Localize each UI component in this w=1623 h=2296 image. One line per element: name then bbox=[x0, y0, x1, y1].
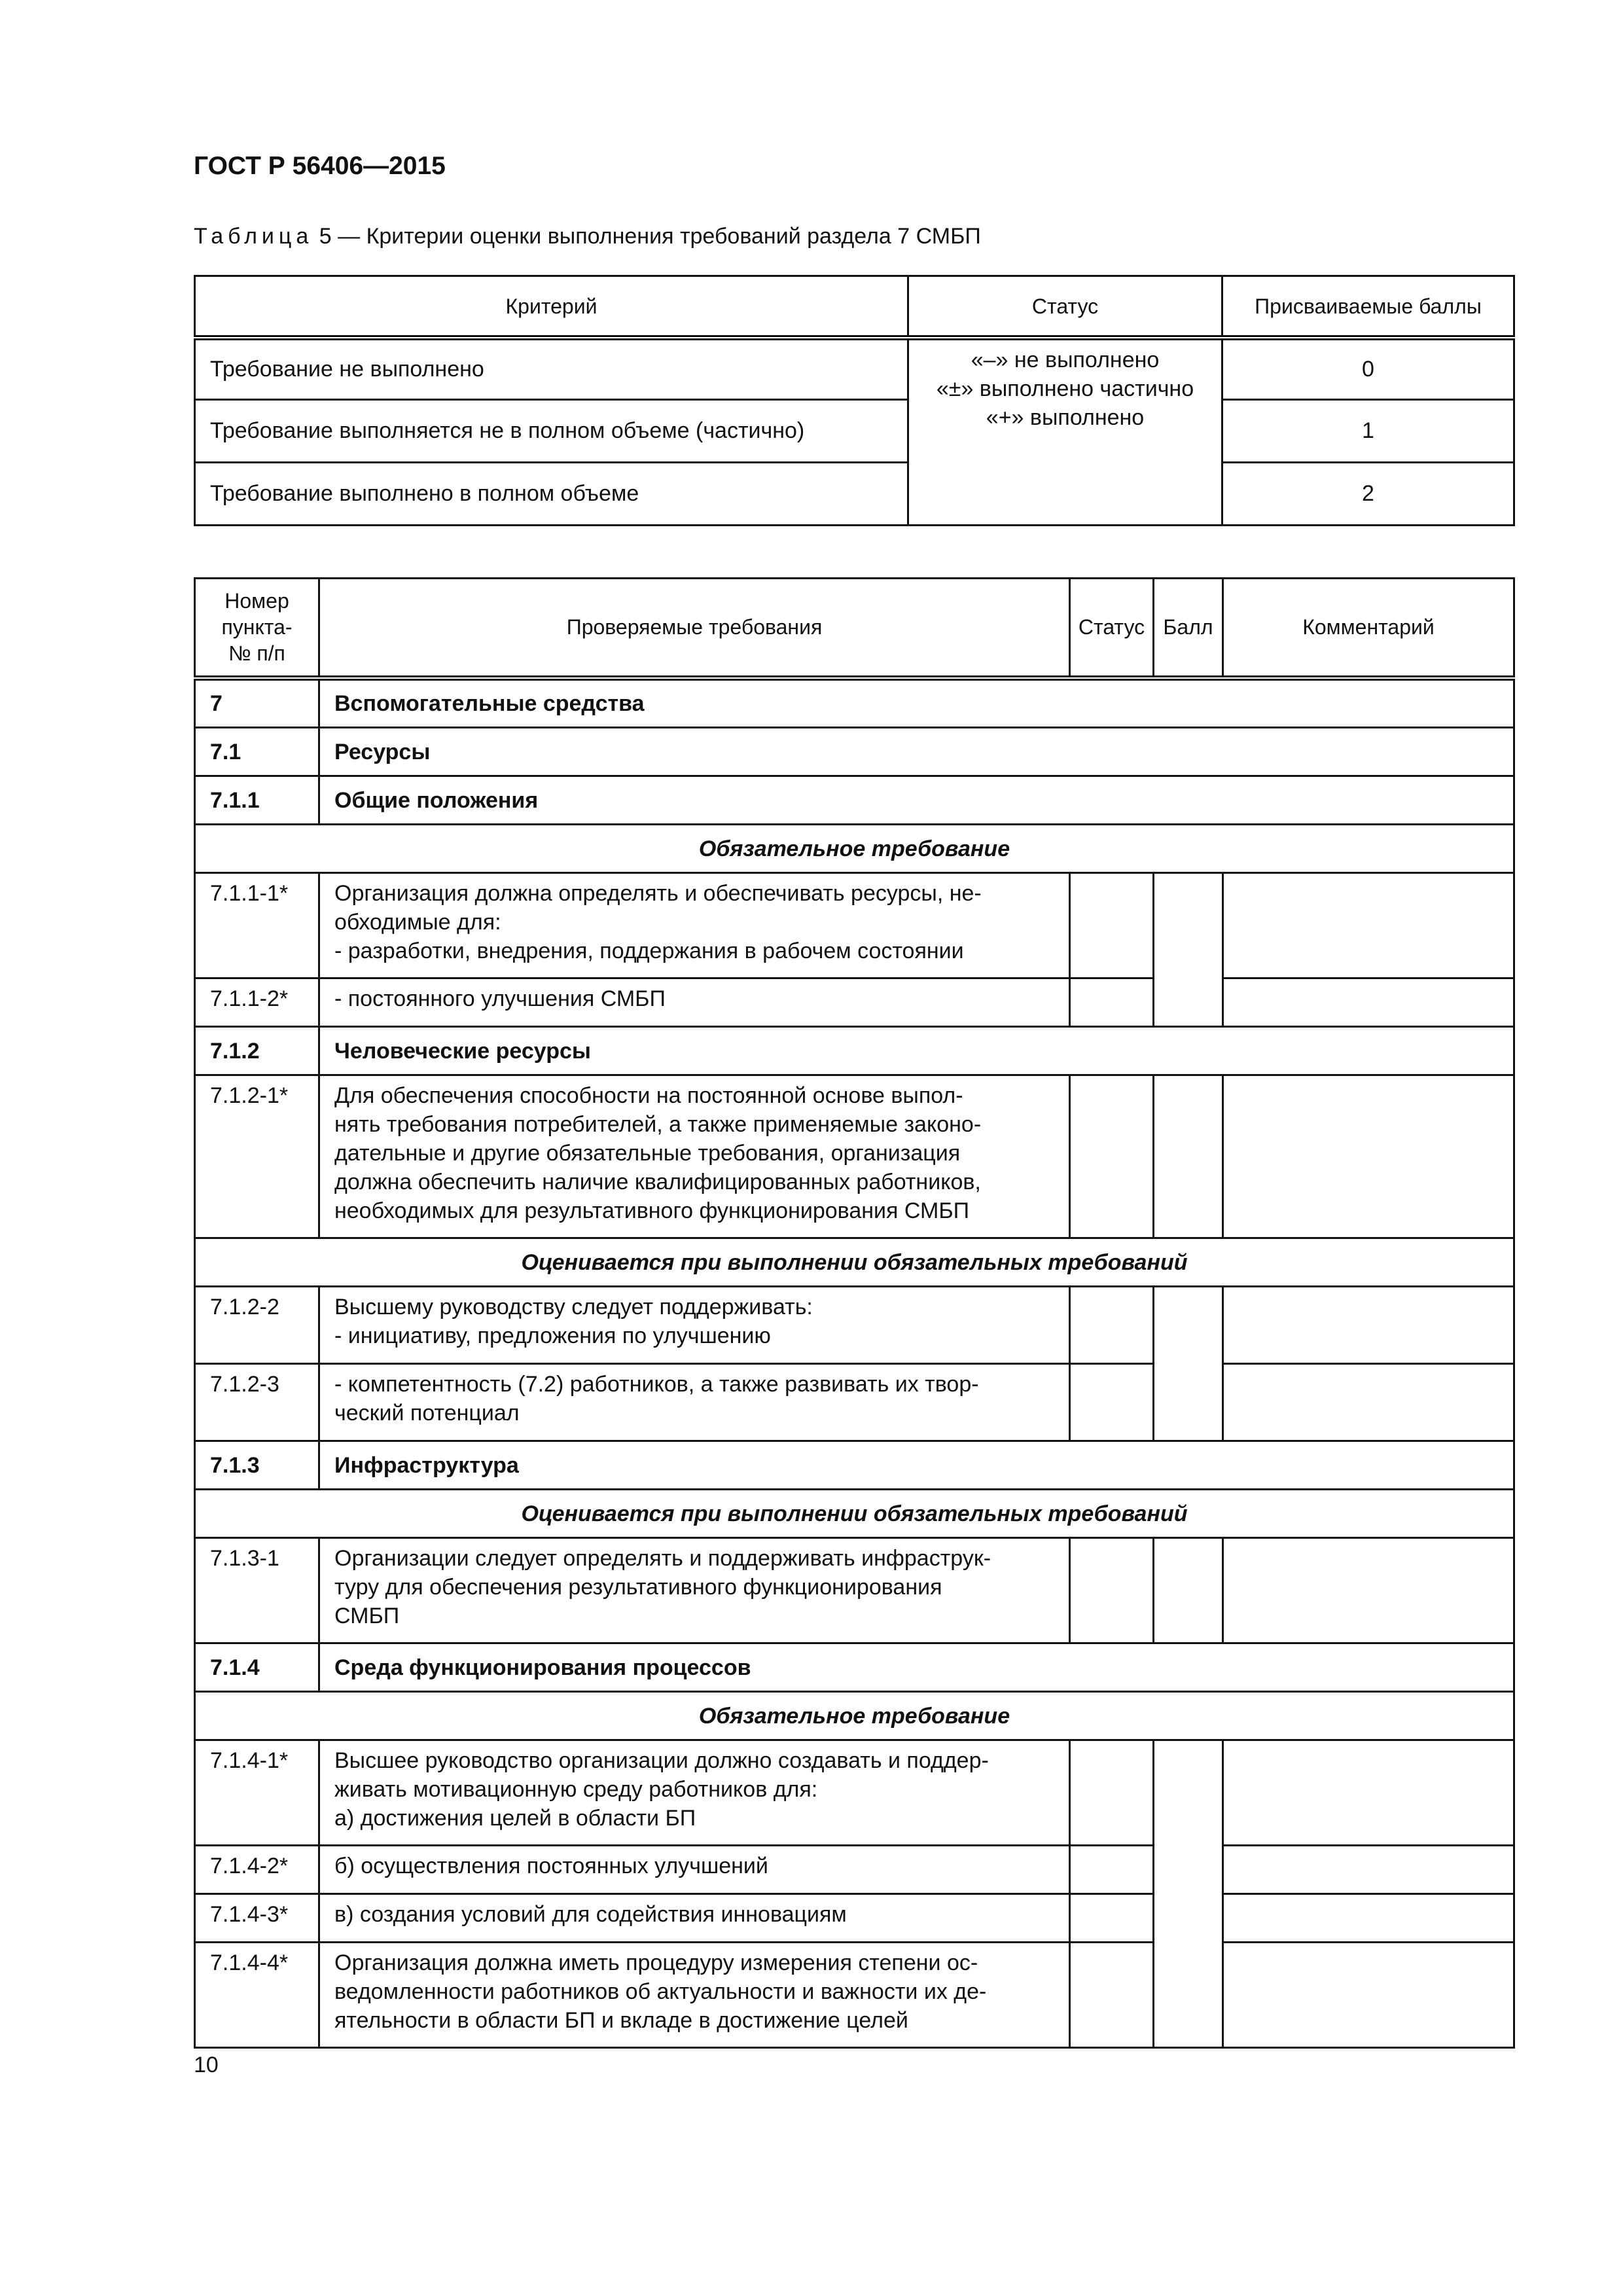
text-line: а) достижения целей в области БП bbox=[334, 1806, 696, 1831]
col-header-score: Присваиваемые баллы bbox=[1222, 276, 1514, 338]
item-number: 7.1.2-3 bbox=[195, 1364, 319, 1441]
section-title: Ресурсы bbox=[319, 728, 1514, 776]
comment-cell[interactable] bbox=[1223, 978, 1514, 1027]
criteria-table bbox=[194, 275, 1515, 526]
col-header-score: Балл bbox=[1154, 579, 1223, 678]
item-number: 7.1.4-1* bbox=[195, 1740, 319, 1846]
text-line: нять требования потребителей, а также применяемые законо- bbox=[334, 1112, 982, 1137]
comment-cell[interactable] bbox=[1223, 1364, 1514, 1441]
text-line: дательные и другие обязательные требования, организация bbox=[334, 1141, 961, 1166]
mandatory-label: Обязательное требование bbox=[195, 825, 1514, 873]
requirement-text bbox=[319, 1364, 1070, 1441]
comment-cell[interactable] bbox=[1223, 1740, 1514, 1846]
status-cell[interactable] bbox=[1070, 1538, 1154, 1643]
item-number: 7.1.1-2* bbox=[195, 978, 319, 1027]
requirement-text bbox=[319, 1943, 1070, 2048]
header-line: Номер bbox=[224, 589, 289, 613]
status-cell[interactable] bbox=[1070, 1364, 1154, 1441]
page-number: 10 bbox=[194, 2053, 219, 2077]
section-title: Вспомогательные средства bbox=[319, 678, 1514, 728]
text-line: ятельности в области БП и вкладе в достижение целей bbox=[334, 2008, 908, 2033]
evaluated-label: Оценивается при выполнении обязательных требований bbox=[195, 1238, 1514, 1287]
requirement-text: - постоянного улучшения СМБП bbox=[319, 978, 1070, 1027]
comment-cell[interactable] bbox=[1223, 873, 1514, 978]
status-cell[interactable] bbox=[1070, 978, 1154, 1027]
status-legend-line: «±» выполнено частично bbox=[936, 376, 1194, 401]
text-line: Организация должна иметь процедуру измерения степени ос- bbox=[334, 1950, 978, 1975]
comment-cell[interactable] bbox=[1223, 1943, 1514, 2048]
col-header-criterion: Критерий bbox=[195, 276, 908, 338]
requirement-text: б) осуществления постоянных улучшений bbox=[319, 1846, 1070, 1894]
status-legend-line: «+» выполнено bbox=[986, 405, 1145, 430]
score-cell: 2 bbox=[1222, 462, 1514, 525]
requirement-text bbox=[319, 1538, 1070, 1643]
section-number: 7.1.3 bbox=[195, 1441, 319, 1490]
col-header-requirements: Проверяемые требования bbox=[319, 579, 1070, 678]
text-line: необходимых для результативного функционирования СМБП bbox=[334, 1198, 970, 1223]
mandatory-label: Обязательное требование bbox=[195, 1692, 1514, 1740]
status-cell[interactable] bbox=[1070, 1894, 1154, 1943]
section-title: Инфраструктура bbox=[319, 1441, 1514, 1490]
evaluated-label: Оценивается при выполнении обязательных требований bbox=[195, 1490, 1514, 1538]
section-title: Человеческие ресурсы bbox=[319, 1027, 1514, 1075]
status-legend-line: «–» не выполнено bbox=[971, 348, 1160, 372]
comment-cell[interactable] bbox=[1223, 1287, 1514, 1364]
text-line: Организация должна определять и обеспечивать ресурсы, не- bbox=[334, 881, 982, 906]
text-line: ведомленности работников об актуальности и важности их де- bbox=[334, 1979, 987, 2004]
section-title: Среда функционирования процессов bbox=[319, 1643, 1514, 1692]
section-number: 7.1.1 bbox=[195, 776, 319, 825]
comment-cell[interactable] bbox=[1223, 1846, 1514, 1894]
text-line: обходимые для: bbox=[334, 910, 501, 935]
text-line: - инициативу, предложения по улучшению bbox=[334, 1323, 771, 1348]
caption-text: 5 — Критерии оценки выполнения требований раздела 7 СМБП bbox=[319, 224, 981, 249]
text-line: живать мотивационную среду работников для: bbox=[334, 1777, 818, 1802]
criterion-cell: Требование выполнено в полном объеме bbox=[195, 462, 908, 525]
col-header-status: Статус bbox=[908, 276, 1222, 338]
caption-word: Таблица bbox=[194, 224, 313, 249]
score-cell[interactable] bbox=[1154, 1740, 1223, 2048]
text-line: ческий потенциал bbox=[334, 1401, 520, 1426]
section-number: 7.1.2 bbox=[195, 1027, 319, 1075]
requirement-text bbox=[319, 1287, 1070, 1364]
status-cell[interactable] bbox=[1070, 1287, 1154, 1364]
status-cell[interactable] bbox=[1070, 1943, 1154, 2048]
status-cell[interactable] bbox=[1070, 1075, 1154, 1238]
score-cell[interactable] bbox=[1154, 1075, 1223, 1238]
comment-cell[interactable] bbox=[1223, 1894, 1514, 1943]
status-legend bbox=[908, 338, 1222, 525]
header-line: пункта- bbox=[221, 615, 293, 639]
text-line: Организации следует определять и поддерживать инфраструк- bbox=[334, 1546, 991, 1571]
item-number: 7.1.4-4* bbox=[195, 1943, 319, 2048]
item-number: 7.1.4-3* bbox=[195, 1894, 319, 1943]
comment-cell[interactable] bbox=[1223, 1075, 1514, 1238]
status-cell[interactable] bbox=[1070, 1740, 1154, 1846]
text-line: туру для обеспечения результативного функционирования bbox=[334, 1575, 942, 1600]
text-line: должна обеспечить наличие квалифицированных работников, bbox=[334, 1170, 981, 1194]
criterion-cell: Требование не выполнено bbox=[195, 338, 908, 399]
item-number: 7.1.4-2* bbox=[195, 1846, 319, 1894]
item-number: 7.1.3-1 bbox=[195, 1538, 319, 1643]
requirement-text bbox=[319, 1740, 1070, 1846]
section-number: 7.1 bbox=[195, 728, 319, 776]
item-number: 7.1.2-2 bbox=[195, 1287, 319, 1364]
status-cell[interactable] bbox=[1070, 873, 1154, 978]
text-line: - компетентность (7.2) работников, а также развивать их твор- bbox=[334, 1372, 979, 1397]
score-cell[interactable] bbox=[1154, 873, 1223, 1027]
text-line: Для обеспечения способности на постоянной основе выпол- bbox=[334, 1083, 963, 1108]
text-line: Высшее руководство организации должно создавать и поддер- bbox=[334, 1748, 989, 1773]
requirement-text bbox=[319, 1075, 1070, 1238]
criterion-cell: Требование выполняется не в полном объеме (частично) bbox=[195, 399, 908, 462]
score-cell: 0 bbox=[1222, 338, 1514, 399]
item-number: 7.1.2-1* bbox=[195, 1075, 319, 1238]
section-number: 7 bbox=[195, 678, 319, 728]
document-header: ГОСТ Р 56406—2015 bbox=[194, 152, 446, 180]
text-line: Высшему руководству следует поддерживать: bbox=[334, 1295, 813, 1319]
requirement-text: в) создания условий для содействия инновациям bbox=[319, 1894, 1070, 1943]
col-header-number bbox=[195, 579, 319, 678]
checklist-table bbox=[194, 577, 1515, 2049]
section-title: Общие положения bbox=[319, 776, 1514, 825]
text-line: СМБП bbox=[334, 1604, 400, 1628]
col-header-comment: Комментарий bbox=[1223, 579, 1514, 678]
requirement-text bbox=[319, 873, 1070, 978]
score-cell[interactable] bbox=[1154, 1287, 1223, 1441]
header-line: № п/п bbox=[228, 641, 285, 666]
status-cell[interactable] bbox=[1070, 1846, 1154, 1894]
text-line: - разработки, внедрения, поддержания в рабочем состоянии bbox=[334, 939, 964, 963]
table-caption bbox=[194, 224, 981, 249]
col-header-status: Статус bbox=[1070, 579, 1154, 678]
section-number: 7.1.4 bbox=[195, 1643, 319, 1692]
score-cell[interactable] bbox=[1154, 1538, 1223, 1643]
item-number: 7.1.1-1* bbox=[195, 873, 319, 978]
score-cell: 1 bbox=[1222, 399, 1514, 462]
comment-cell[interactable] bbox=[1223, 1538, 1514, 1643]
